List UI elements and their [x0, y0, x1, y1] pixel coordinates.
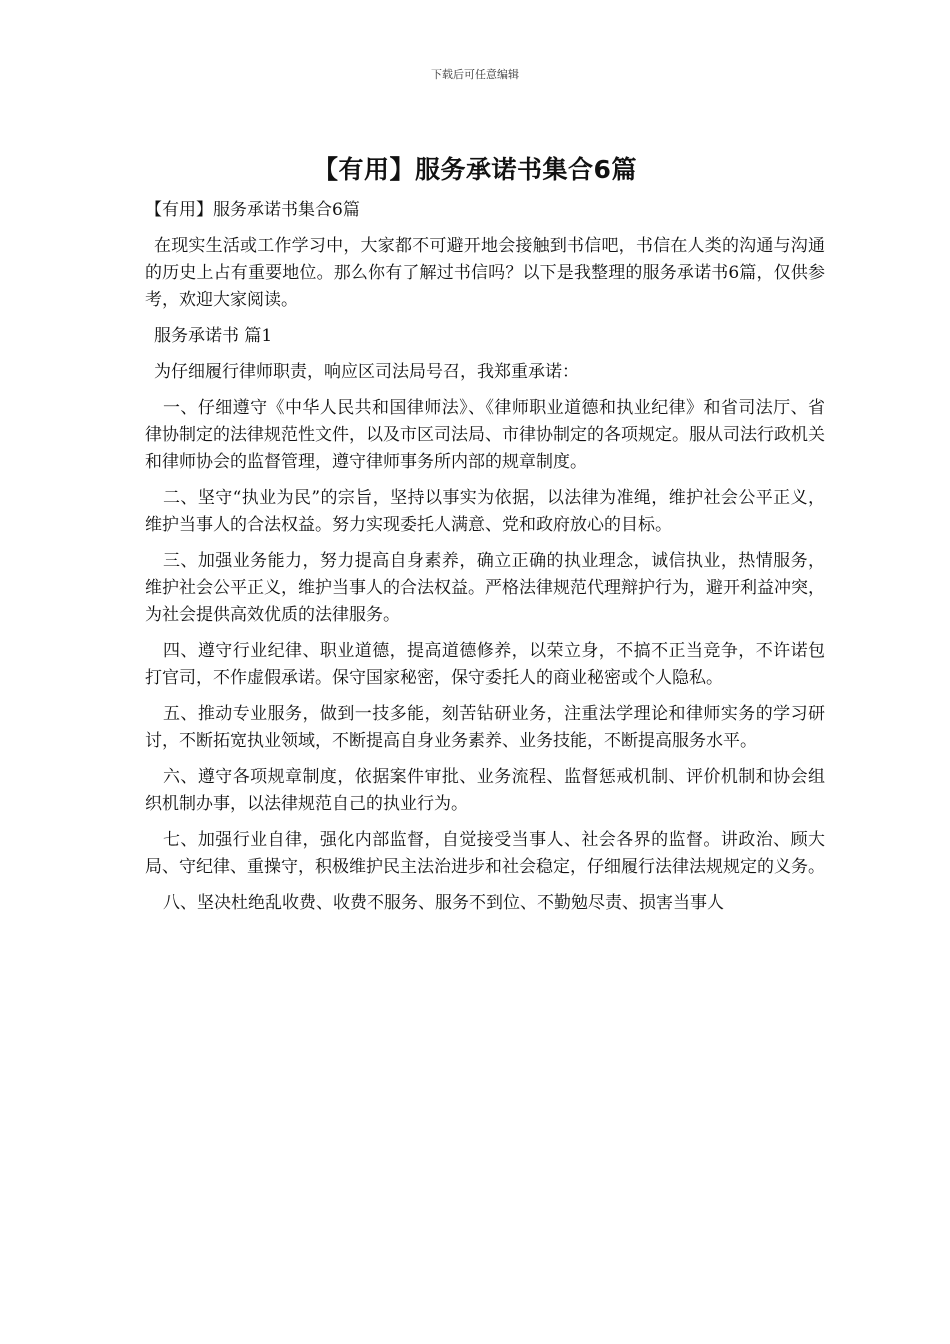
paragraph-item-4: 四、遵守行业纪律、职业道德，提高道德修养，以荣立身，不搞不正当竞争，不许诺包打官司，不作虚假承诺。保守国家秘密，保守委托人的商业秘密或个人隐私。 — [145, 641, 825, 688]
document-body — [145, 197, 825, 926]
paragraph-item-7: 七、加强行业自律，强化内部监督，自觉接受当事人、社会各界的监督。讲政治、顾大局、守纪律、重操守，积极维护民主法治进步和社会稳定，仔细履行法律法规规定的义务。 — [145, 830, 825, 877]
paragraph-intro: 在现实生活或工作学习中，大家都不可避开地会接触到书信吧，书信在人类的沟通与沟通的历史上占有重要地位。那么你有了解过书信吗？以下是我整理的服务承诺书6篇，仅供参考，欢迎大家阅读。 — [145, 236, 825, 310]
paragraph-pledge-intro: 为仔细履行律师职责，响应区司法局号召，我郑重承诺： — [154, 362, 579, 382]
paragraph-item-1: 一、仔细遵守《中华人民共和国律师法》、《律师职业道德和执业纪律》和省司法厅、省律协制定的法律规范性文件，以及市区司法局、市律协制定的各项规定。服从司法行政机关和律师协会的监督管理，遵守律师事务所内部的规章制度。 — [145, 398, 825, 472]
paragraph-item-8: 八、坚决杜绝乱收费、收费不服务、服务不到位、不勤勉尽责、损害当事人 — [163, 893, 724, 913]
section-heading: 服务承诺书 篇1 — [154, 326, 273, 346]
document-title: 【有用】服务承诺书集合6篇 — [313, 155, 637, 184]
paragraph-item-3: 三、加强业务能力，努力提高自身素养，确立正确的执业理念，诚信执业，热情服务，维护社会公平正义，维护当事人的合法权益。严格法律规范代理辩护行为，避开利益冲突，为社会提供高效优质的法律服务。 — [145, 551, 825, 625]
header-note: 下载后可任意编辑 — [431, 68, 519, 81]
paragraph-subtitle: 【有用】服务承诺书集合6篇 — [145, 200, 360, 220]
paragraph-item-5: 五、推动专业服务，做到一技多能，刻苦钻研业务，注重法学理论和律师实务的学习研讨，不断拓宽执业领域，不断提高自身业务素养、业务技能，不断提高服务水平。 — [145, 704, 825, 751]
paragraph-item-2: 二、坚守“执业为民”的宗旨，坚持以事实为依据，以法律为准绳，维护社会公平正义，维护当事人的合法权益。努力实现委托人满意、党和政府放心的目标。 — [145, 488, 825, 535]
paragraph-item-6: 六、遵守各项规章制度，依据案件审批、业务流程、监督惩戒机制、评价机制和协会组织机制办事，以法律规范自己的执业行为。 — [145, 767, 825, 814]
